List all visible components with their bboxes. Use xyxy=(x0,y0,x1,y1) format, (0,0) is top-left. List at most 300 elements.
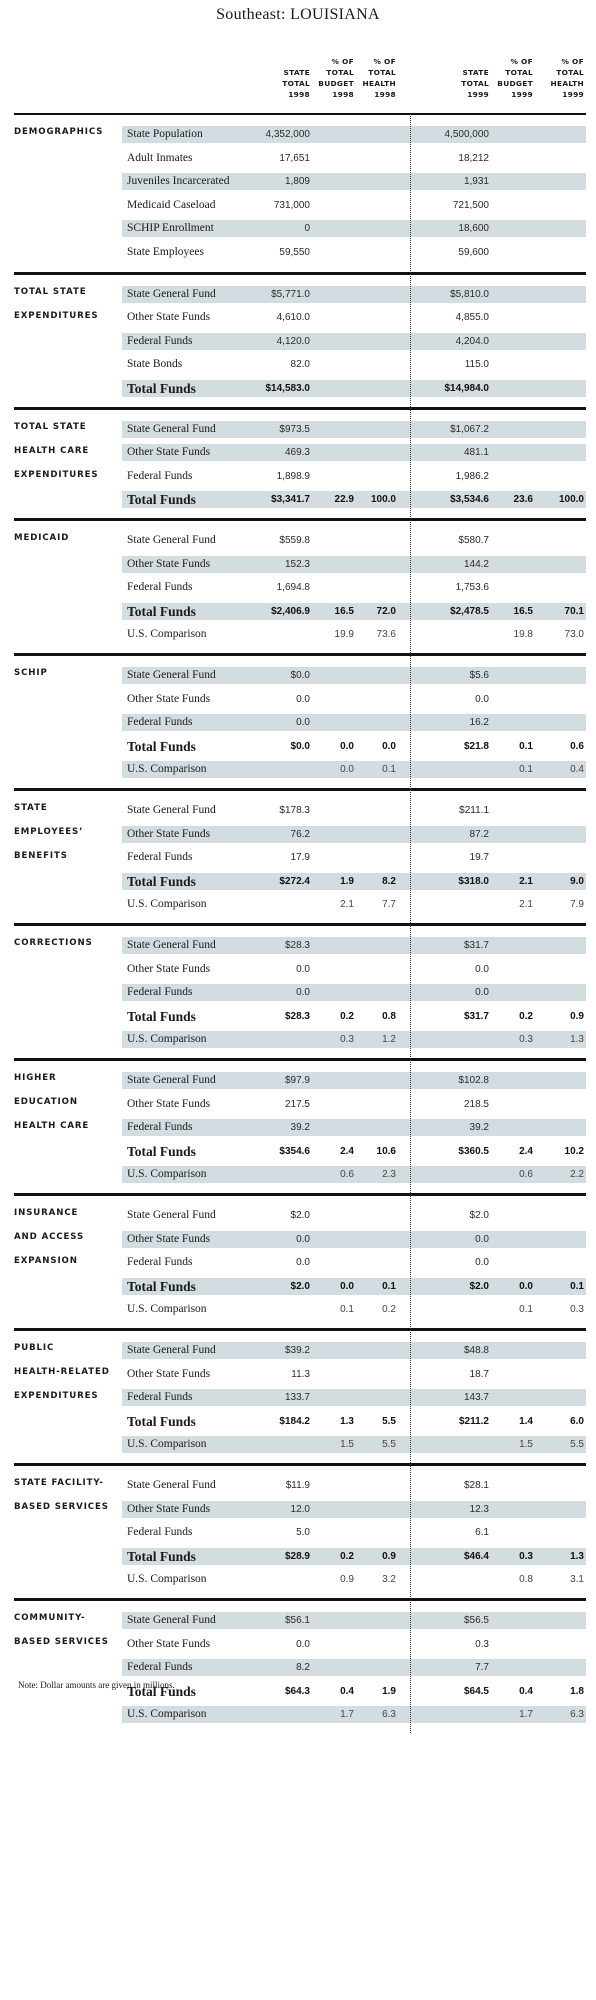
cell-state-total-1999: $211.1 xyxy=(459,805,489,816)
table-row xyxy=(122,173,586,190)
row-label: Other State Funds xyxy=(127,1637,211,1650)
cell-state-total-1999: 4,500,000 xyxy=(444,129,489,140)
row-label: Total Funds xyxy=(127,492,196,508)
cell-pct-health-1998: 0.9 xyxy=(382,1550,396,1562)
table-row xyxy=(122,849,586,866)
cell-state-total-1998: 5.0 xyxy=(296,1527,310,1539)
cell-state-total-1999: 16.2 xyxy=(469,717,489,729)
section-label xyxy=(14,796,83,868)
cell-state-total-1998: $2,406.9 xyxy=(271,605,310,617)
row-label: State General Fund xyxy=(127,1074,216,1086)
row-label: Other State Funds xyxy=(127,962,211,975)
header-line: BUDGET xyxy=(318,79,354,88)
cell-state-total-1999: $5,810.0 xyxy=(450,288,489,300)
cell-pct-health-1999: 7.9 xyxy=(570,899,584,911)
year-divider xyxy=(410,113,411,1733)
table-row xyxy=(122,1072,586,1089)
cell-state-total-1998: 59,550 xyxy=(279,247,310,258)
cell-pct-budget-1998: 0.2 xyxy=(340,1010,354,1022)
table-row xyxy=(122,1612,586,1629)
cell-state-total-1999: 59,600 xyxy=(458,247,489,258)
cell-state-total-1998: 0.0 xyxy=(296,1638,310,1650)
cell-state-total-1999: $5.6 xyxy=(469,670,489,681)
row-label: Federal Funds xyxy=(127,716,193,729)
cell-state-total-1998: 0.0 xyxy=(296,693,310,705)
footnote: Note: Dollar amounts are given in millions. xyxy=(18,1680,175,1690)
cell-state-total-1999: 18,212 xyxy=(458,152,489,164)
cell-state-total-1998: $0.0 xyxy=(290,670,310,681)
section-label-line: EXPENDITURES xyxy=(14,310,99,321)
cell-state-total-1998: $2.0 xyxy=(290,1210,310,1221)
table-row xyxy=(122,1571,586,1588)
cell-state-total-1999: 144.2 xyxy=(463,558,489,570)
cell-state-total-1998: 0.0 xyxy=(296,717,310,729)
cell-state-total-1999: 1,753.6 xyxy=(455,582,489,594)
row-label: Total Funds xyxy=(127,738,196,754)
cell-pct-health-1998: 0.8 xyxy=(382,1010,396,1022)
header-line: 1998 xyxy=(374,90,396,99)
row-label: U.S. Comparison xyxy=(127,898,207,911)
table-row xyxy=(122,1366,586,1383)
cell-state-total-1998: $64.3 xyxy=(284,1685,310,1697)
row-label: State General Fund xyxy=(127,939,216,951)
cell-state-total-1998: 1,898.9 xyxy=(276,470,310,482)
section-label-line: HIGHER xyxy=(14,1073,57,1083)
cell-pct-budget-1999: 0.8 xyxy=(519,1574,533,1586)
row-label: Other State Funds xyxy=(127,311,211,324)
section-label-line: TOTAL STATE xyxy=(14,286,87,297)
row-label: State General Fund xyxy=(127,1479,216,1491)
cell-state-total-1998: 731,000 xyxy=(273,199,310,211)
row-label: Federal Funds xyxy=(127,1121,193,1134)
table-row xyxy=(122,1413,586,1430)
cell-state-total-1999: 0.0 xyxy=(475,693,489,705)
row-label: Federal Funds xyxy=(127,1661,193,1674)
table-row xyxy=(122,220,586,237)
cell-pct-health-1998: 73.6 xyxy=(376,629,396,641)
row-label: Federal Funds xyxy=(127,851,193,864)
section-label-line: EXPANSION xyxy=(14,1256,78,1266)
header-line: STATE xyxy=(283,68,310,77)
row-label: State General Fund xyxy=(127,669,216,681)
cell-pct-budget-1999: 0.1 xyxy=(519,1304,533,1316)
cell-state-total-1999: $1,067.2 xyxy=(450,423,489,435)
section-label-line: EXPENDITURES xyxy=(14,469,99,480)
cell-pct-budget-1998: 0.0 xyxy=(340,740,354,752)
cell-pct-budget-1999: 0.1 xyxy=(519,740,533,752)
cell-pct-health-1999: 0.3 xyxy=(570,1304,584,1316)
cell-state-total-1998: 12.0 xyxy=(290,1503,310,1515)
cell-pct-health-1998: 0.2 xyxy=(382,1304,396,1316)
cell-pct-budget-1999: 1.7 xyxy=(519,1709,533,1721)
section-state-employees-benefits xyxy=(14,788,586,923)
section-label-line: DEMOGRAPHICS xyxy=(14,127,104,137)
cell-pct-budget-1999: 0.6 xyxy=(519,1169,533,1181)
cell-state-total-1999: 0.0 xyxy=(475,987,489,999)
table-row xyxy=(122,802,586,819)
header-pct-health-1999 xyxy=(524,56,584,100)
header-line: TOTAL xyxy=(282,79,310,88)
section-label-line: MEDICAID xyxy=(14,533,70,543)
cell-state-total-1999: 115.0 xyxy=(464,359,489,371)
table-row xyxy=(122,244,586,261)
table-row xyxy=(122,1143,586,1160)
cell-state-total-1998: 4,352,000 xyxy=(265,129,310,140)
table-row xyxy=(122,444,586,461)
cell-state-total-1999: 0.0 xyxy=(475,1233,489,1245)
table-row xyxy=(122,1342,586,1359)
row-label: Other State Funds xyxy=(127,1232,211,1245)
cell-pct-health-1998: 0.1 xyxy=(382,764,396,776)
cell-state-total-1999: 12.3 xyxy=(469,1503,489,1515)
cell-pct-budget-1998: 0.3 xyxy=(340,1034,354,1046)
cell-state-total-1998: $973.5 xyxy=(279,423,310,435)
table-row xyxy=(122,761,586,778)
section-insurance-and-access-expansion xyxy=(14,1193,586,1328)
header-line: TOTAL xyxy=(461,79,489,88)
cell-pct-health-1999: 2.2 xyxy=(570,1169,584,1181)
table-row xyxy=(122,984,586,1001)
cell-pct-budget-1998: 0.9 xyxy=(340,1574,354,1586)
table-row xyxy=(122,961,586,978)
cell-pct-health-1998: 1.9 xyxy=(382,1685,396,1697)
row-label: Other State Funds xyxy=(127,1367,211,1380)
cell-state-total-1998: 17.9 xyxy=(290,852,310,864)
cell-pct-budget-1998: 0.2 xyxy=(340,1550,354,1562)
table-row xyxy=(122,826,586,843)
cell-state-total-1999: $31.7 xyxy=(463,1010,489,1022)
row-label: Total Funds xyxy=(127,380,196,396)
cell-state-total-1999: 18.7 xyxy=(469,1368,489,1380)
row-label: Total Funds xyxy=(127,1413,196,1429)
section-label xyxy=(14,415,99,487)
table-row xyxy=(122,286,586,303)
cell-pct-budget-1999: 2.1 xyxy=(519,875,533,887)
section-label-line: BASED SERVICES xyxy=(14,1502,109,1512)
section-public-health-related-expenditures xyxy=(14,1328,586,1463)
row-label: Other State Funds xyxy=(127,1502,211,1515)
cell-pct-budget-1998: 0.4 xyxy=(340,1685,354,1697)
cell-state-total-1999: 0.0 xyxy=(475,1257,489,1269)
cell-pct-budget-1998: 2.1 xyxy=(340,899,354,911)
table-row xyxy=(122,1031,586,1048)
cell-state-total-1998: $178.3 xyxy=(279,805,310,816)
section-label-line: BENEFITS xyxy=(14,851,68,861)
cell-pct-health-1998: 7.7 xyxy=(382,899,396,911)
cell-state-total-1998: 39.2 xyxy=(290,1122,310,1134)
cell-pct-budget-1998: 19.9 xyxy=(334,629,354,641)
row-label: State Bonds xyxy=(127,358,183,371)
row-label: U.S. Comparison xyxy=(127,1708,207,1721)
cell-pct-health-1999: 5.5 xyxy=(570,1439,584,1451)
row-label: Federal Funds xyxy=(127,1391,193,1404)
cell-state-total-1999: 39.2 xyxy=(469,1122,489,1134)
cell-state-total-1999: $360.5 xyxy=(458,1145,489,1157)
table-row xyxy=(122,197,586,214)
cell-state-total-1998: $28.3 xyxy=(284,1010,310,1022)
row-label: U.S. Comparison xyxy=(127,1033,207,1046)
row-label: State General Fund xyxy=(127,1209,216,1221)
cell-state-total-1999: $2.0 xyxy=(469,1210,489,1221)
cell-pct-budget-1998: 16.5 xyxy=(334,605,354,617)
table-row xyxy=(122,1389,586,1406)
section-label xyxy=(14,1471,109,1519)
row-label: Total Funds xyxy=(127,1683,196,1699)
table-row xyxy=(122,691,586,708)
cell-state-total-1998: 133.7 xyxy=(284,1392,310,1404)
row-label: Total Funds xyxy=(127,1278,196,1294)
row-label: Federal Funds xyxy=(127,1526,193,1539)
cell-pct-budget-1998: 0.0 xyxy=(340,764,354,776)
cell-pct-health-1999: 1.8 xyxy=(570,1685,584,1697)
cell-state-total-1999: 1,931 xyxy=(463,176,489,188)
table-row xyxy=(122,532,586,549)
section-higher-education-health-care xyxy=(14,1058,586,1193)
cell-state-total-1999: 218.5 xyxy=(463,1098,489,1110)
cell-state-total-1998: 0.0 xyxy=(296,1233,310,1245)
cell-pct-health-1999: 0.6 xyxy=(570,740,584,752)
cell-pct-budget-1999: 1.5 xyxy=(519,1439,533,1451)
cell-pct-health-1999: 6.0 xyxy=(570,1415,584,1427)
section-label-line: PUBLIC xyxy=(14,1343,55,1353)
row-label: U.S. Comparison xyxy=(127,1573,207,1586)
cell-pct-health-1999: 70.1 xyxy=(564,605,584,617)
section-label xyxy=(14,1201,84,1273)
row-label: Other State Funds xyxy=(127,827,211,840)
cell-state-total-1999: $31.7 xyxy=(463,940,489,951)
cell-state-total-1998: 0.0 xyxy=(296,987,310,999)
row-label: Federal Funds xyxy=(127,334,193,347)
row-label: State General Fund xyxy=(127,422,216,435)
cell-state-total-1998: $184.2 xyxy=(279,1415,310,1427)
cell-pct-health-1999: 6.3 xyxy=(570,1709,584,1721)
cell-state-total-1998: 11.3 xyxy=(291,1368,310,1380)
section-label-line: CORRECTIONS xyxy=(14,938,93,948)
table-row xyxy=(122,1254,586,1271)
cell-state-total-1998: 4,120.0 xyxy=(276,335,310,347)
table-row xyxy=(122,1436,586,1453)
cell-state-total-1998: $3,341.7 xyxy=(271,494,310,506)
table-row xyxy=(122,1477,586,1494)
cell-state-total-1998: $14,583.0 xyxy=(265,382,310,394)
cell-pct-health-1998: 1.2 xyxy=(382,1034,396,1046)
cell-state-total-1998: $11.9 xyxy=(285,1480,310,1491)
row-label: U.S. Comparison xyxy=(127,1168,207,1181)
row-label: Total Funds xyxy=(127,603,196,619)
row-label: State General Fund xyxy=(127,1344,216,1356)
cell-state-total-1999: $64.5 xyxy=(463,1685,489,1697)
cell-state-total-1999: 0.0 xyxy=(475,963,489,975)
cell-state-total-1998: 217.5 xyxy=(284,1098,310,1110)
cell-state-total-1999: 18,600 xyxy=(458,223,489,235)
cell-state-total-1998: 0.0 xyxy=(296,1257,310,1269)
section-label-line: BASED SERVICES xyxy=(14,1637,109,1647)
table-row xyxy=(122,1659,586,1676)
cell-state-total-1999: $318.0 xyxy=(458,875,489,887)
cell-state-total-1998: $0.0 xyxy=(290,740,310,752)
table-row xyxy=(122,491,586,508)
header-line: 1999 xyxy=(511,90,533,99)
cell-pct-health-1998: 3.2 xyxy=(382,1574,396,1586)
table-row xyxy=(122,1166,586,1183)
table-row xyxy=(122,1008,586,1025)
section-label-line: HEALTH-RELATED xyxy=(14,1367,110,1377)
row-label: Federal Funds xyxy=(127,581,193,594)
cell-state-total-1999: 6.1 xyxy=(475,1527,489,1539)
section-label xyxy=(14,1336,110,1408)
cell-pct-budget-1999: 0.0 xyxy=(519,1280,533,1292)
row-label: Federal Funds xyxy=(127,1256,193,1269)
cell-pct-budget-1998: 22.9 xyxy=(334,494,354,506)
table-row xyxy=(122,356,586,373)
cell-pct-health-1998: 8.2 xyxy=(382,875,396,887)
header-line: BUDGET xyxy=(497,79,533,88)
cell-pct-health-1999: 0.4 xyxy=(570,764,584,776)
cell-state-total-1998: $97.9 xyxy=(284,1075,310,1086)
cell-state-total-1999: $28.1 xyxy=(463,1480,489,1491)
table-row xyxy=(122,333,586,350)
cell-pct-health-1998: 5.5 xyxy=(382,1439,396,1451)
table-row xyxy=(122,150,586,167)
row-label: State Population xyxy=(127,128,203,140)
row-label: State General Fund xyxy=(127,287,216,300)
section-medicaid xyxy=(14,518,586,653)
section-total-state-health-care-expenditures xyxy=(14,407,586,518)
cell-pct-health-1999: 3.1 xyxy=(570,1574,584,1586)
cell-state-total-1999: 143.7 xyxy=(463,1392,489,1404)
section-community-based-services xyxy=(14,1598,586,1733)
header-line: TOTAL xyxy=(556,68,584,77)
cell-pct-budget-1999: 0.2 xyxy=(519,1010,533,1022)
cell-state-total-1998: 0 xyxy=(304,223,310,235)
header-line: 1998 xyxy=(332,90,354,99)
header-line: % OF xyxy=(510,57,533,66)
cell-pct-budget-1998: 1.7 xyxy=(340,1709,354,1721)
cell-state-total-1998: 8.2 xyxy=(296,1662,310,1674)
row-label: Other State Funds xyxy=(127,1097,211,1110)
cell-state-total-1999: 721,500 xyxy=(452,199,489,211)
cell-pct-health-1998: 10.6 xyxy=(376,1145,396,1157)
cell-state-total-1998: 0.0 xyxy=(296,963,310,975)
cell-state-total-1998: 1,694.8 xyxy=(276,582,310,594)
table-row xyxy=(122,1231,586,1248)
header-line: 1999 xyxy=(467,90,489,99)
header-line: 1999 xyxy=(562,90,584,99)
cell-state-total-1998: 469.3 xyxy=(284,447,310,459)
row-label: Other State Funds xyxy=(127,557,211,570)
row-label: Total Funds xyxy=(127,1008,196,1024)
cell-state-total-1998: $354.6 xyxy=(279,1145,310,1157)
table-row xyxy=(122,1278,586,1295)
table-row xyxy=(122,1119,586,1136)
section-label-line: EDUCATION xyxy=(14,1097,78,1107)
cell-state-total-1999: $211.2 xyxy=(458,1415,489,1427)
section-state-facility-based-services xyxy=(14,1463,586,1598)
section-label-line: EMPLOYEES’ xyxy=(14,827,84,837)
cell-state-total-1999: $2.0 xyxy=(469,1280,489,1292)
cell-state-total-1999: 19.7 xyxy=(469,852,489,864)
table-row xyxy=(122,1524,586,1541)
cell-pct-health-1999: 1.3 xyxy=(570,1550,584,1562)
cell-pct-budget-1999: 23.6 xyxy=(513,494,533,506)
cell-state-total-1999: 4,204.0 xyxy=(455,335,489,347)
row-label: Total Funds xyxy=(127,1548,196,1564)
header-pct-health-1998 xyxy=(336,56,396,100)
cell-state-total-1999: $48.8 xyxy=(463,1345,489,1356)
section-total-state-expenditures xyxy=(14,272,586,407)
header-line: TOTAL xyxy=(505,68,533,77)
cell-state-total-1999: 0.3 xyxy=(475,1638,489,1650)
table-row xyxy=(122,380,586,397)
table-row xyxy=(122,1096,586,1113)
cell-state-total-1998: 152.3 xyxy=(284,558,310,570)
header-line: TOTAL xyxy=(326,68,354,77)
header-line: HEALTH xyxy=(550,79,584,88)
cell-state-total-1998: $5,771.0 xyxy=(271,288,310,300)
row-label: Total Funds xyxy=(127,873,196,889)
header-line: % OF xyxy=(561,57,584,66)
table-row xyxy=(122,873,586,890)
section-demographics xyxy=(14,113,586,271)
section-label xyxy=(14,526,69,550)
cell-pct-budget-1998: 0.6 xyxy=(340,1169,354,1181)
row-label: U.S. Comparison xyxy=(127,1438,207,1451)
cell-pct-health-1999: 9.0 xyxy=(570,875,584,887)
cell-state-total-1999: 87.2 xyxy=(469,828,489,840)
row-label: Adult Inmates xyxy=(127,151,193,164)
section-label xyxy=(14,120,103,144)
cell-pct-budget-1998: 1.9 xyxy=(340,875,354,887)
table-row xyxy=(122,1636,586,1653)
section-label-line: TOTAL STATE xyxy=(14,421,87,432)
table-row xyxy=(122,1207,586,1224)
table-row xyxy=(122,1501,586,1518)
row-label: Total Funds xyxy=(127,1143,196,1159)
cell-pct-health-1999: 1.3 xyxy=(570,1034,584,1046)
cell-state-total-1999: 1,986.2 xyxy=(455,470,489,482)
cell-state-total-1998: 1,809 xyxy=(284,176,310,188)
row-label: Other State Funds xyxy=(127,692,211,705)
cell-state-total-1999: $580.7 xyxy=(458,535,489,546)
cell-pct-budget-1999: 1.4 xyxy=(519,1415,533,1427)
row-label: Juveniles Incarcerated xyxy=(127,175,230,188)
header-line: HEALTH xyxy=(362,79,396,88)
cell-pct-budget-1998: 0.1 xyxy=(340,1304,354,1316)
section-label xyxy=(14,661,48,685)
section-label xyxy=(14,1606,109,1654)
table-row xyxy=(122,603,586,620)
row-label: U.S. Comparison xyxy=(127,628,207,641)
cell-pct-budget-1999: 19.8 xyxy=(513,629,533,641)
cell-state-total-1999: $2,478.5 xyxy=(450,605,489,617)
cell-state-total-1999: $14,984.0 xyxy=(444,382,489,394)
cell-pct-budget-1999: 2.1 xyxy=(519,899,533,911)
table-row xyxy=(122,1706,586,1723)
section-label xyxy=(14,280,99,328)
table-row xyxy=(122,126,586,143)
row-label: Federal Funds xyxy=(127,986,193,999)
table-row xyxy=(122,1548,586,1565)
cell-state-total-1999: $21.8 xyxy=(463,740,489,752)
cell-pct-health-1999: 0.1 xyxy=(570,1280,584,1292)
section-label-line: HEALTH CARE xyxy=(14,1121,90,1131)
cell-pct-budget-1998: 1.3 xyxy=(340,1415,354,1427)
cell-pct-health-1999: 0.9 xyxy=(570,1010,584,1022)
table-row xyxy=(122,1683,586,1700)
row-label: Medicaid Caseload xyxy=(127,198,216,211)
cell-pct-budget-1999: 0.3 xyxy=(519,1550,533,1562)
section-label-line: SCHIP xyxy=(14,668,48,678)
